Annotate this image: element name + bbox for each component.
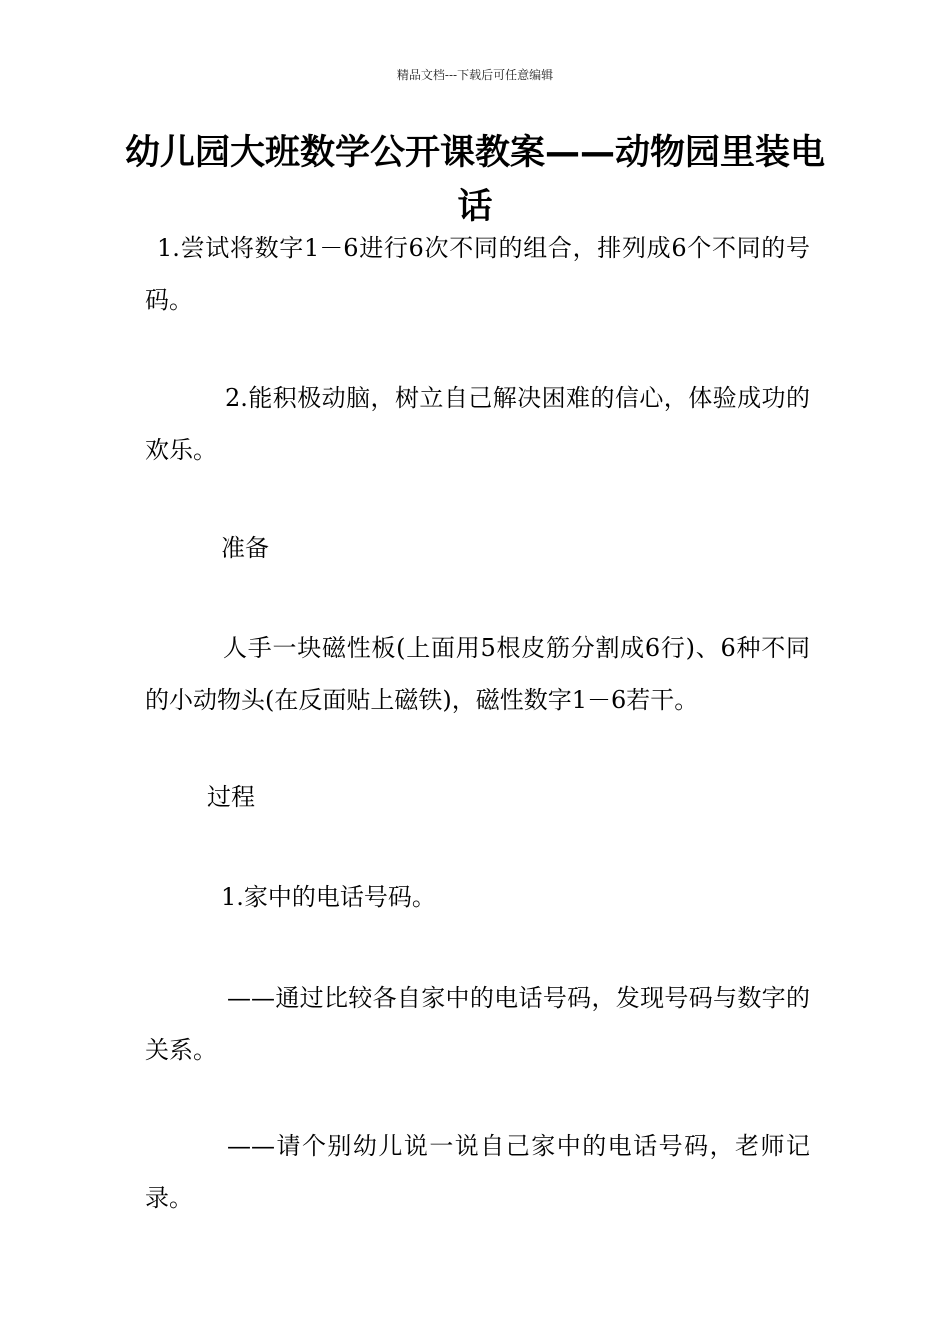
paragraph-step-1: 1.家中的电话号码。 <box>221 883 436 911</box>
paragraph-goal-1: 1.尝试将数字1－6进行6次不同的组合，排列成6个不同的号码。 <box>145 234 810 314</box>
section-heading-preparation: 准备 <box>221 534 269 562</box>
page-header-note: 精品文档---下载后可任意编辑 <box>396 68 554 82</box>
paragraph-goal-2: 2.能积极动脑，树立自己解决困难的信心，体验成功的欢乐。 <box>145 384 810 464</box>
paragraph-materials: 人手一块磁性板(上面用5根皮筋分割成6行)、6种不同的小动物头(在反面贴上磁铁)，磁性数字1－6若干。 <box>145 634 810 714</box>
section-heading-process: 过程 <box>207 783 255 811</box>
paragraph-step-1-compare: ——通过比较各自家中的电话号码，发现号码与数字的关系。 <box>145 984 810 1064</box>
document-title: 幼儿园大班数学公开课教案——动物园里装电话 <box>124 133 825 227</box>
paragraph-step-1-record: ——请个别幼儿说一说自己家中的电话号码，老师记录。 <box>145 1132 810 1212</box>
